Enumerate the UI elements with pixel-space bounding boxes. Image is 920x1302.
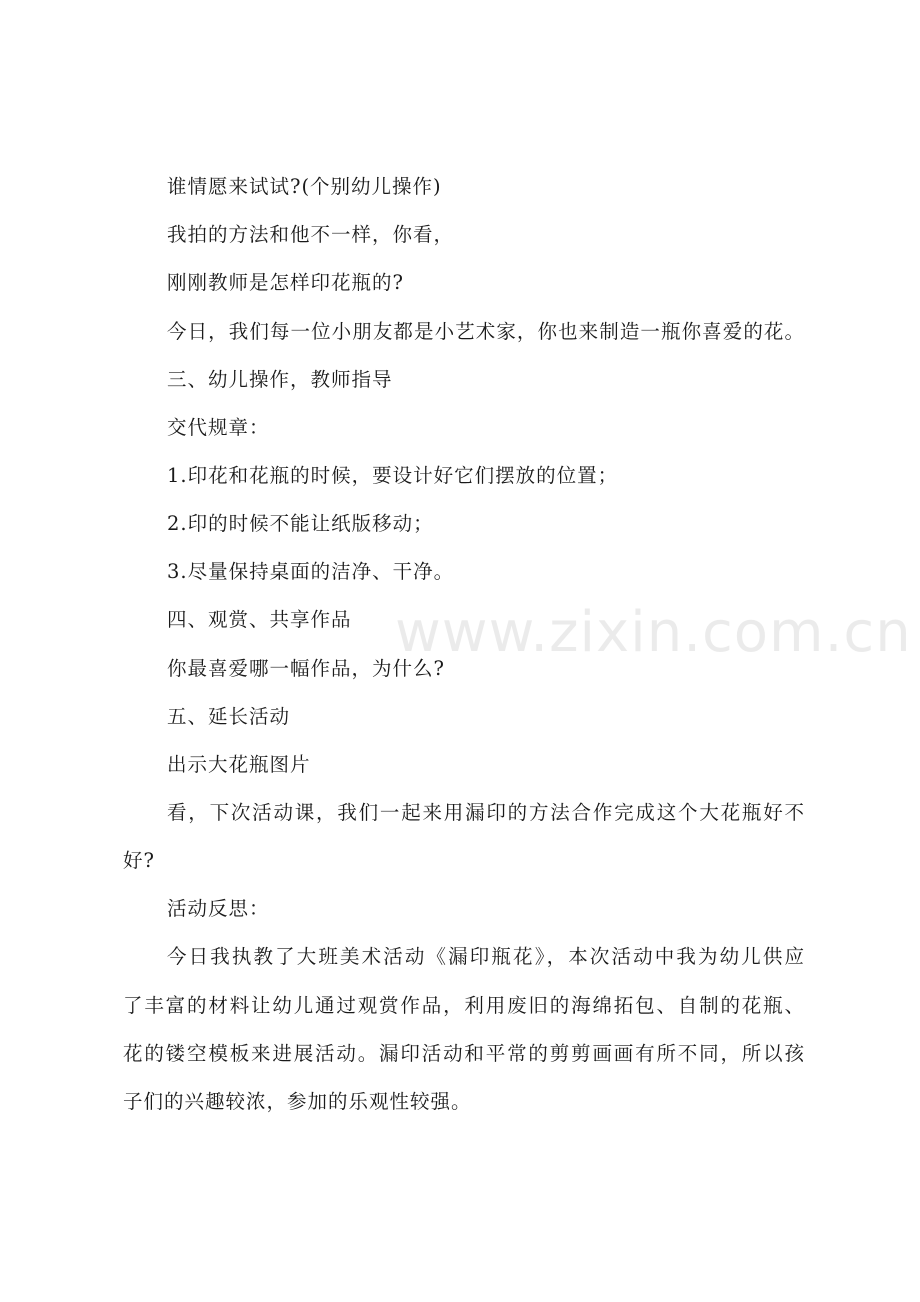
list-item: 2.印的时候不能让纸版移动；	[167, 512, 434, 535]
watermark-text: www.zixin.com.cn	[395, 600, 912, 665]
paragraph-line: 谁情愿来试试?(个别幼儿操作)	[167, 175, 442, 198]
paragraph-line: 看，下次活动课，我们一起来用漏印的方法合作完成这个大花瓶好不	[167, 801, 805, 824]
section-heading: 四、观赏、共享作品	[167, 608, 352, 631]
paragraph-line: 子们的兴趣较浓，参加的乐观性较强。	[123, 1090, 472, 1113]
list-item: 3.尽量保持桌面的洁净、干净。	[167, 560, 455, 583]
paragraph-line: 今日我执教了大班美术活动《漏印瓶花》，本次活动中我为幼儿供应	[167, 945, 805, 968]
paragraph-line: 今日，我们每一位小朋友都是小艺术家，你也来制造一瓶你喜爱的花。	[167, 320, 805, 343]
section-heading: 三、幼儿操作，教师指导	[167, 368, 393, 391]
paragraph-line: 你最喜爱哪一幅作品，为什么?	[167, 657, 445, 680]
paragraph-line: 出示大花瓶图片	[167, 753, 311, 776]
section-heading: 活动反思：	[167, 897, 270, 920]
list-item: 1.印花和花瓶的时候，要设计好它们摆放的位置；	[167, 464, 619, 487]
paragraph-line: 我拍的方法和他不一样，你看，	[167, 223, 455, 246]
paragraph-line: 了丰富的材料让幼儿通过观赏作品，利用废旧的海绵拓包、自制的花瓶、	[123, 994, 805, 1017]
paragraph-line: 交代规章：	[167, 416, 270, 439]
paragraph-line: 好?	[123, 849, 155, 872]
section-heading: 五、延长活动	[167, 705, 291, 728]
paragraph-line: 刚刚教师是怎样印花瓶的?	[167, 271, 404, 294]
paragraph-line: 花的镂空模板来进展活动。漏印活动和平常的剪剪画画有所不同，所以孩	[123, 1042, 805, 1065]
